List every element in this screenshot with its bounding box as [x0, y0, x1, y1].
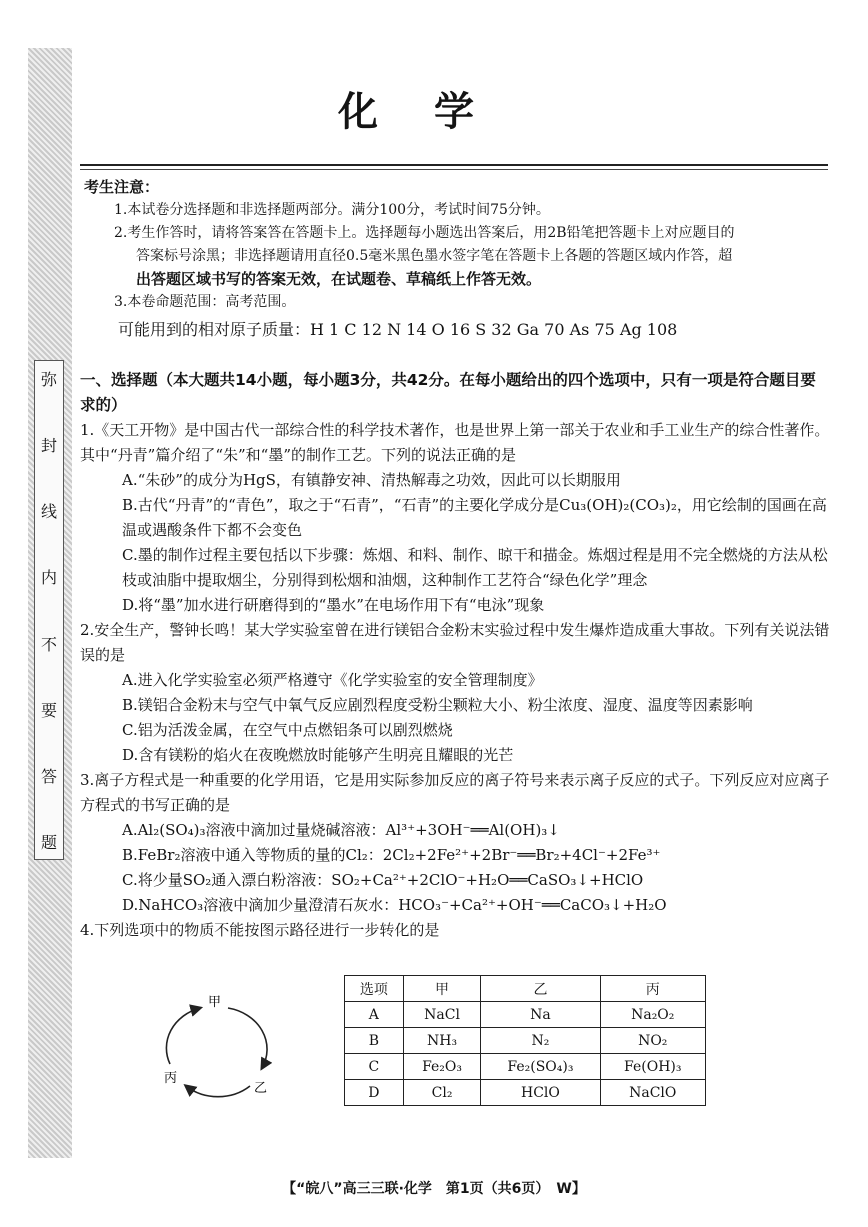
option-c: C.铝为活泼金属，在空气中点燃铝条可以剧烈燃烧: [122, 721, 453, 739]
table-header: 选项: [345, 976, 404, 1002]
title-rule: [80, 164, 828, 166]
table-cell: Cl₂: [403, 1080, 481, 1106]
option-c: C.墨的制作过程主要包括以下步骤：炼烟、和料、制作、晾干和描金。炼烟过程是用不完全燃烧的方法从松枝或油脂中提取烟尘，分别得到松烟和油烟，这种制作工艺符合“绿色化学”理念: [122, 546, 828, 589]
binding-char: 封: [40, 436, 57, 456]
binding-char: 不: [40, 634, 57, 654]
table-header: 丙: [600, 976, 706, 1002]
conversion-cycle-diagram: [150, 990, 280, 1100]
question-stem: 3.离子方程式是一种重要的化学用语，它是用实际参加反应的离子符号来表示离子反应的式子。下列反应对应离子方程式的书写正确的是: [80, 771, 830, 814]
table-header: 乙: [481, 976, 600, 1002]
cycle-arrow: [228, 1008, 267, 1068]
question-stem: 4.下列选项中的物质不能按图示路径进行一步转化的是: [80, 921, 440, 939]
question-stem: 1.《天工开物》是中国古代一部综合性的科学技术著作，也是世界上第一部关于农业和手工业生产的综合性著作。其中“丹青”篇介绍了“朱”和“墨”的制作工艺。下列的说法正确的是: [80, 421, 830, 464]
question-stem: 2.安全生产，警钟长鸣！某大学实验室曾在进行镁铝合金粉末实验过程中发生爆炸造成重大事故。下列有关说法错误的是: [80, 621, 830, 664]
notice-heading: 考生注意：: [84, 178, 160, 196]
option-b: B.FeBr₂溶液中通入等物质的量的Cl₂：2Cl₂+2Fe²⁺+2Br⁻══Br₂+4Cl⁻+2Fe³⁺: [122, 846, 661, 864]
table-row: [345, 1028, 706, 1054]
table-cell: HClO: [481, 1080, 600, 1106]
atomic-masses: 可能用到的相对原子质量：H 1 C 12 N 14 O 16 S 32 Ga 70 As 75 Ag 108: [118, 320, 678, 339]
table-cell: NH₃: [403, 1028, 481, 1054]
option-d: D.NaHCO₃溶液中滴加少量澄清石灰水：HCO₃⁻+Ca²⁺+OH⁻══CaCO₃↓+H₂O: [122, 896, 667, 914]
table-cell: C: [345, 1054, 404, 1080]
option-c: C.将少量SO₂通入漂白粉溶液：SO₂+Ca²⁺+2ClO⁻+H₂O══CaSO₃↓+HClO: [122, 871, 644, 889]
question-1: [80, 418, 830, 618]
option-b: B.镁铝合金粉末与空气中氧气反应剧烈程度受粉尘颗粒大小、粉尘浓度、湿度、温度等因素影响: [122, 696, 753, 714]
table-cell: Na: [481, 1002, 600, 1028]
option-d: D.含有镁粉的焰火在夜晚燃放时能够产生明亮且耀眼的光芒: [122, 746, 514, 764]
cycle-arrow: [186, 1086, 250, 1097]
table-cell: B: [345, 1028, 404, 1054]
table-cell: NaCl: [403, 1002, 481, 1028]
options-table: [344, 975, 706, 1106]
notice-item-emphasis: 出答题区域书写的答案无效，在试题卷、草稿纸上作答无效。: [136, 270, 542, 288]
notice-item: 3.本卷命题范围：高考范围。: [114, 294, 296, 310]
exam-notice: [84, 176, 830, 341]
table-cell: Fe₂(SO₄)₃: [481, 1054, 600, 1080]
option-a: A.“朱砂”的成分为HgS，有镇静安神、清热解毒之功效，因此可以长期服用: [122, 471, 621, 489]
question-3: [80, 768, 830, 918]
question-2: [80, 618, 830, 768]
option-a: A.进入化学实验室必须严格遵守《化学实验室的安全管理制度》: [122, 671, 543, 689]
section-heading: 一、选择题（本大题共14小题，每小题3分，共42分。在每小题给出的四个选项中，只有一项是符合题目要求的）: [80, 371, 816, 414]
questions: [80, 368, 830, 943]
cycle-arrow: [166, 1008, 200, 1064]
table-row: [345, 1002, 706, 1028]
binding-char: 弥: [40, 370, 57, 389]
table-cell: N₂: [481, 1028, 600, 1054]
binding-notice: [34, 360, 64, 860]
binding-char: 内: [40, 568, 57, 588]
option-a: A.Al₂(SO₄)₃溶液中滴加过量烧碱溶液：Al³⁺+3OH⁻══Al(OH)₃↓: [122, 821, 560, 839]
notice-item: 1.本试卷分选择题和非选择题两部分。满分100分，考试时间75分钟。: [114, 202, 550, 218]
binding-char: 要: [40, 700, 57, 720]
cycle-label-bing: 丙: [164, 1071, 178, 1086]
table-cell: Fe(OH)₃: [600, 1054, 706, 1080]
notice-item: 答案标号涂黑；非选择题请用直径0.5毫米黑色墨水签字笔在答题卡上各题的答题区域内作答，超: [136, 248, 733, 264]
table-cell: NO₂: [600, 1028, 706, 1054]
table-header: 甲: [403, 976, 481, 1002]
table-cell: A: [345, 1002, 404, 1028]
table-cell: Na₂O₂: [600, 1002, 706, 1028]
binding-char: 题: [40, 832, 57, 852]
table-cell: NaClO: [600, 1080, 706, 1106]
binding-char: 线: [40, 502, 57, 522]
option-b: B.古代“丹青”的“青色”，取之于“石青”，“石青”的主要化学成分是Cu₃(OH)₂(CO₃)₂，用它绘制的国画在高温或遇酸条件下都不会变色: [122, 496, 827, 539]
table-header-row: [345, 976, 706, 1002]
table-row: [345, 1054, 706, 1080]
page-footer: 【“皖八”高三三联·化学 第1页（共6页） W】: [282, 1181, 586, 1197]
cycle-label-yi: 乙: [254, 1081, 268, 1096]
question-4: [80, 918, 830, 943]
table-row: [345, 1080, 706, 1106]
option-d: D.将“墨”加水进行研磨得到的“墨水”在电场作用下有“电泳”现象: [122, 596, 545, 614]
cycle-label-jia: 甲: [208, 995, 222, 1010]
notice-item: 2.考生作答时，请将答案答在答题卡上。选择题每小题选出答案后，用2B铅笔把答题卡上对应题目的: [114, 225, 735, 241]
table-cell: Fe₂O₃: [403, 1054, 481, 1080]
table-cell: D: [345, 1080, 404, 1106]
page-title: 化学: [338, 89, 530, 135]
title-rule-thin: [80, 169, 828, 170]
binding-char: 答: [40, 766, 57, 786]
